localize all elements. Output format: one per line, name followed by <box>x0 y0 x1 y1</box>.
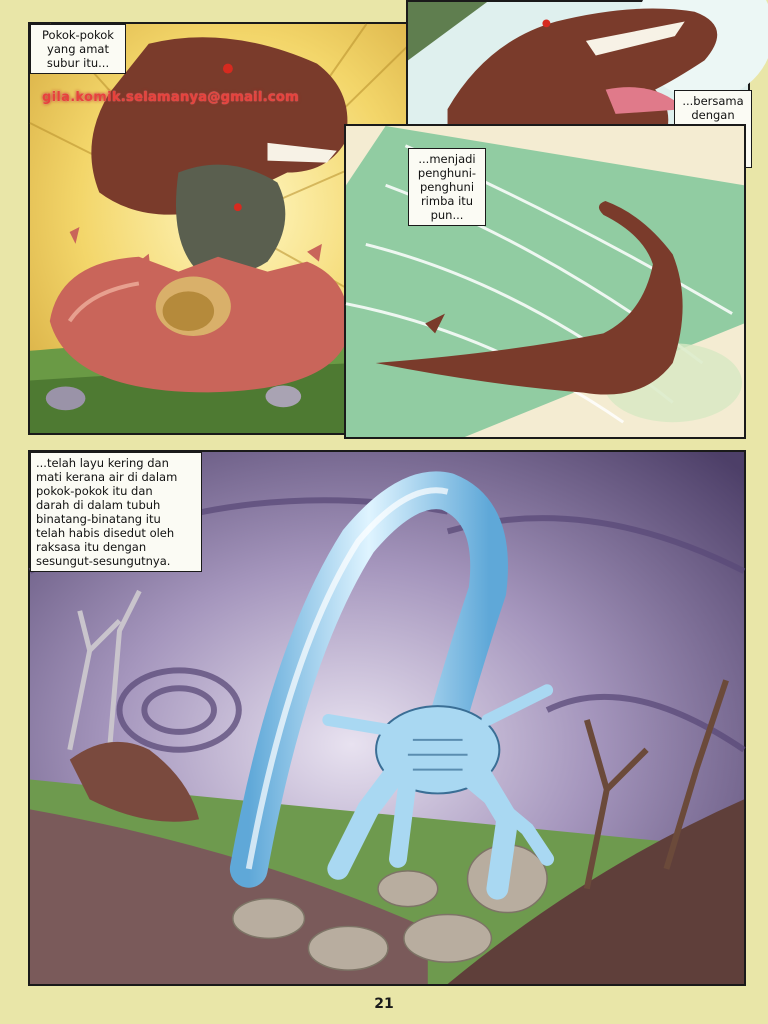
watermark-text: gila.komik.selamanya@gmail.com <box>42 90 300 105</box>
caption-egg-hatch: Pokok-pokok yang amat subur itu... <box>30 24 126 74</box>
caption-tentacle-monster: ...telah layu kering dan mati kerana air di dalam pokok-pokok itu dan darah di dalam tubuh binatang-binatang itu telah habis disedut oleh raksasa itu dengan sesungut-sesungutnya. <box>30 452 202 572</box>
panel-tentacle-monster <box>28 450 746 986</box>
caption-dino-swept: ...menjadi penghuni- penghuni rimba itu pun... <box>408 148 486 226</box>
caption-dino-roar: ...bersama dengan <box>674 90 752 168</box>
dino-swept-artwork <box>346 126 744 437</box>
panel-dino-swept <box>344 124 746 439</box>
page-number: 21 <box>374 996 394 1012</box>
